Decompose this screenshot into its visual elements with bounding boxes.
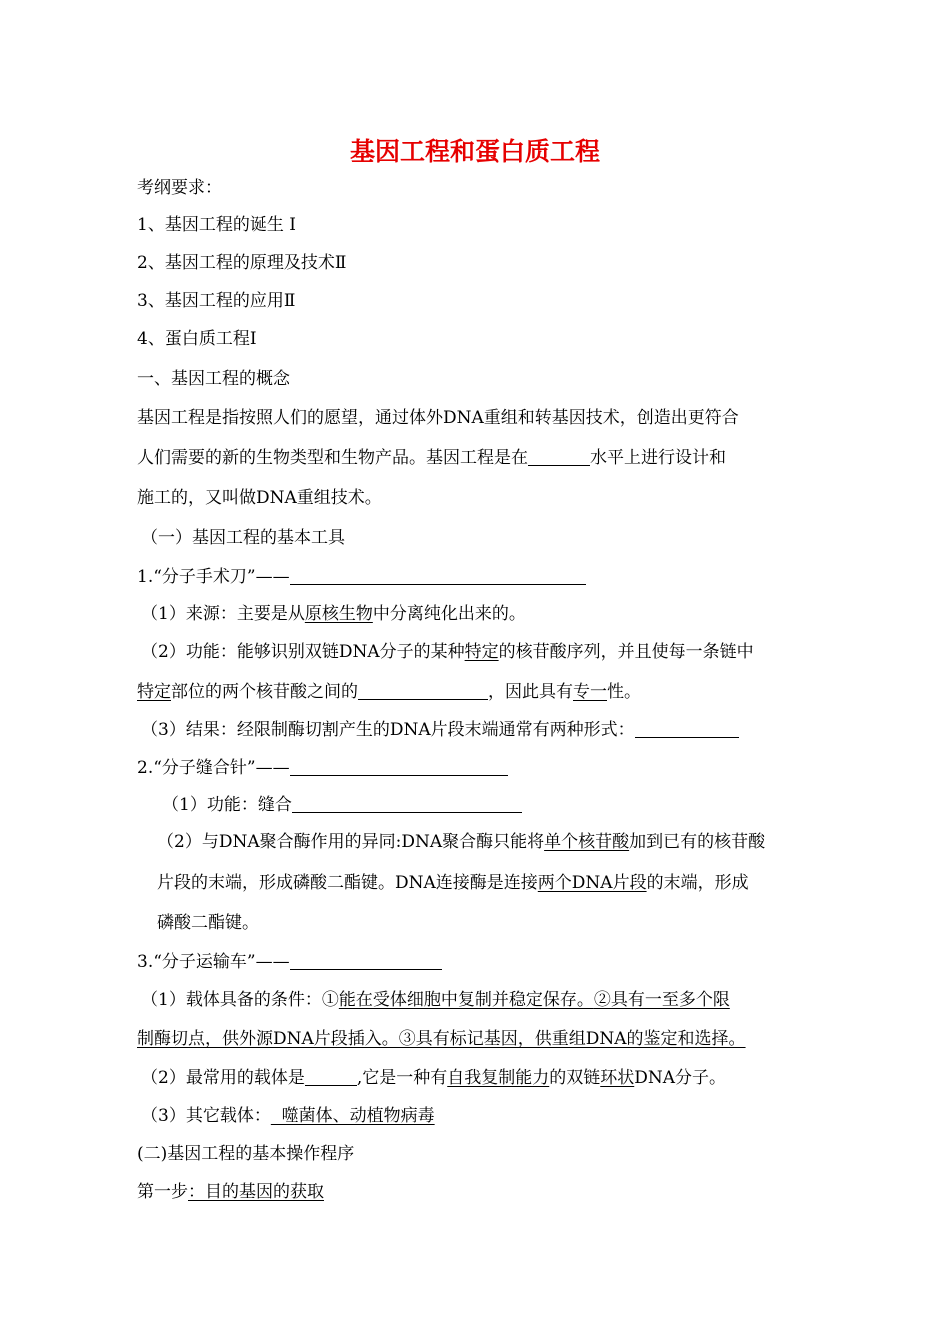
fill-blank[interactable]	[290, 566, 586, 585]
knife-source: （1）来源：主要是从原核生物中分离纯化出来的。	[141, 604, 526, 624]
knife-result: （3）结果：经限制酶切割产生的DNA片段末端通常有两种形式：	[141, 718, 739, 742]
subsection-heading: (二)基因工程的基本操作程序	[137, 1144, 355, 1164]
carrier-conditions: 制酶切点，供外源DNA片段插入。③具有标记基因，供重组DNA的鉴定和选择。	[137, 1029, 746, 1049]
knife-function: 特定部位的两个核苷酸之间的 ，因此具有专一性。	[137, 682, 641, 702]
carrier-conditions: （1）载体具备的条件：①能在受体细胞中复制并稳定保存。②具有一至多个限	[141, 990, 730, 1010]
needle-compare: （2）与DNA聚合酶作用的异同:DNA聚合酶只能将单个核苷酸加到已有的核苷酸	[157, 832, 766, 852]
tool-title-knife: 1.“分子手术刀”——	[137, 565, 586, 589]
tool-title-needle: 2.“分子缝合针”——	[137, 756, 508, 780]
tool-title-carrier: 3.“分子运输车”——	[137, 950, 442, 974]
fill-blank[interactable]	[292, 794, 522, 813]
carrier-common: （2）最常用的载体是 ,它是一种有自我复制能力的双链环状DNA分子。	[141, 1068, 727, 1088]
needle-compare: 片段的末端，形成磷酸二酯键。DNA连接酶是连接两个DNA片段的末端，形成	[157, 873, 749, 893]
carrier-other: （3）其它载体： 噬菌体、动植物病毒	[141, 1106, 435, 1126]
needle-function: （1）功能：缝合	[162, 793, 522, 817]
fill-blank[interactable]	[305, 1067, 357, 1086]
fill-blank[interactable]	[290, 757, 508, 776]
needle-compare: 磷酸二酯键。	[157, 913, 259, 933]
syllabus-heading: 考纲要求：	[137, 178, 222, 198]
definition-line: 施工的，又叫做DNA重组技术。	[137, 488, 382, 508]
section-heading: 一、基因工程的概念	[137, 369, 290, 389]
fill-blank[interactable]	[290, 951, 442, 970]
syllabus-item: 3、基因工程的应用Ⅱ	[137, 291, 296, 311]
syllabus-item: 4、蛋白质工程Ⅰ	[137, 329, 257, 349]
definition-line: 基因工程是指按照人们的愿望，通过体外DNA重组和转基因技术，创造出更符合	[137, 408, 739, 428]
fill-blank[interactable]	[358, 681, 488, 700]
procedure-step: 第一步：目的基因的获取	[137, 1182, 324, 1202]
syllabus-item: 1、基因工程的诞生 Ⅰ	[137, 215, 296, 235]
syllabus-item: 2、基因工程的原理及技术Ⅱ	[137, 253, 347, 273]
subsection-heading: （一）基因工程的基本工具	[141, 528, 345, 548]
page-title: 基因工程和蛋白质工程	[349, 137, 600, 166]
fill-blank[interactable]	[635, 719, 739, 738]
definition-line: 人们需要的新的生物类型和生物产品。基因工程是在 水平上进行设计和	[137, 448, 726, 468]
fill-blank[interactable]	[528, 447, 590, 466]
knife-function: （2）功能：能够识别双链DNA分子的某种特定的核苷酸序列，并且使每一条链中	[141, 642, 754, 662]
